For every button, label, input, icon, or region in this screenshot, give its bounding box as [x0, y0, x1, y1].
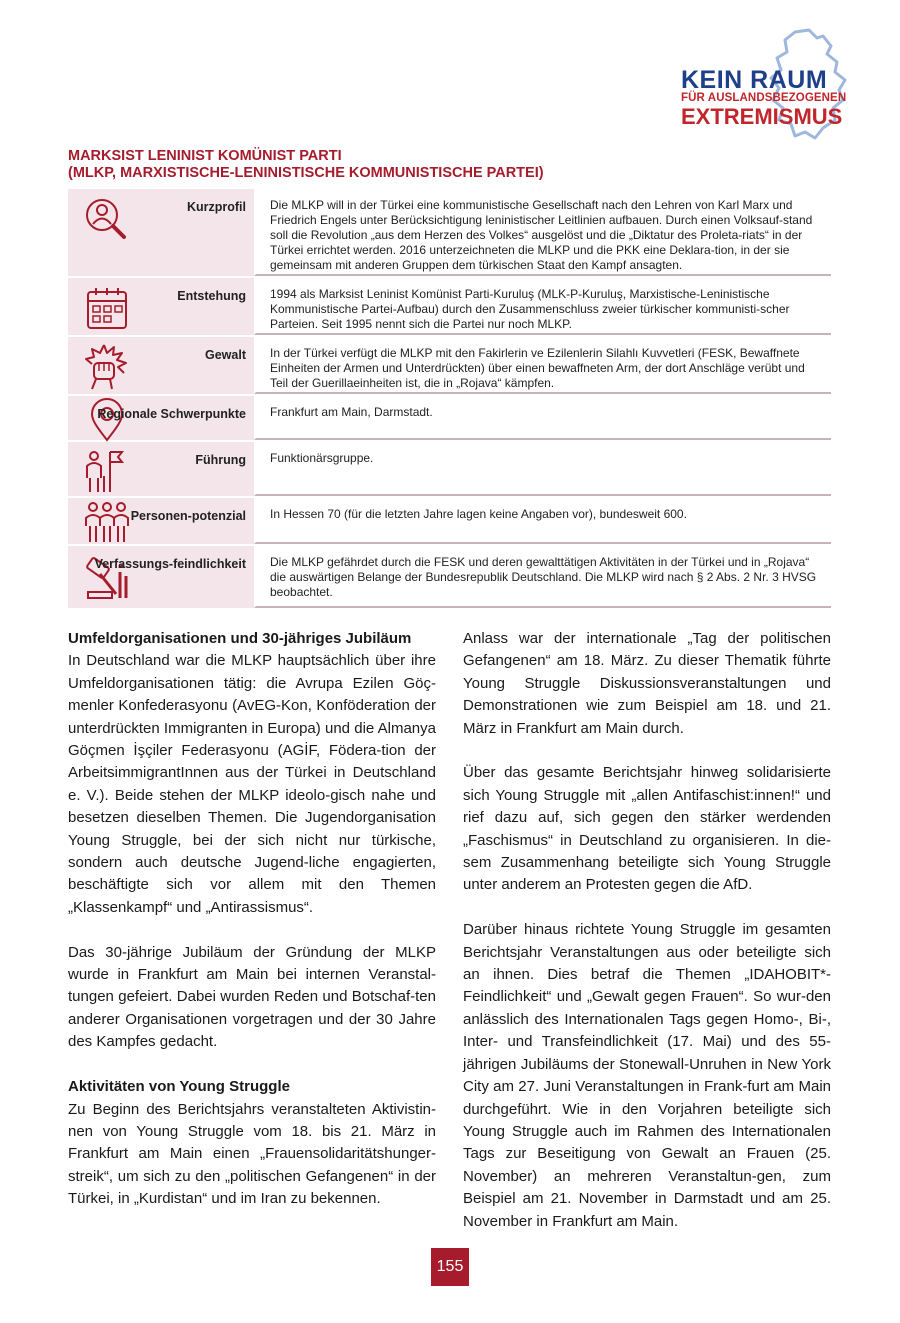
paragraph: Darüber hinaus richtete Young Struggle im gesamten Berichtsjahr Veranstaltungen aus oder beteiligte sich an ihnen. Dies betraf die Themen „IDAHOBIT*-Feindlichkeit“ und „Gewalt gegen Frauen“. So wur-den anlässlich des Internationalen Tags gegen Homo-, Bi-, Inter- und Transfeindlichkeit (17. Mai) und des 55-jährigen Jubiläums der Stonewall-Unruhen in New York City am 27. Juni Veranstaltungen in Frank-furt am Main durchgeführt. Wie in den Vorjahren beteiligte sich Young Struggle auch im Rahmen des Internationalen Tags zur Beseitigung von Gewalt an Frauen (25. November) an mehreren Veranstaltun-gen, zum Beispiel am 21. November in Darmstadt und am 25. November in Frankfurt am Main.: [463, 921, 831, 1230]
profile-row-fuehrung: [68, 442, 831, 498]
profile-row-kurzprofil: [68, 189, 831, 278]
profile-label: Regionale Schwerpunkte: [97, 407, 246, 421]
profile-row-verfassungsfeindlichkeit: [68, 546, 831, 608]
profile-label: Führung: [195, 453, 246, 467]
profile-text: Die MLKP will in der Türkei eine kommunistische Gesellschaft nach den Lehren von Karl Marx und Friedrich Engels unter Berücksichtigung leninistischer Leitlinien aufbauen. Durch einen Volksauf-stand soll die Revolution „aus dem Herzen des Volkes“ ausgelöst und die „Diktatur des Proleta-riats“ in der Türkei errichtet werden. 2016 unterzeichneten die MLKP und die PKK eine Deklara-tion, in der sie gemeinsam mit anderen Gruppen dem türkischen Staat den Kampf ansagten.: [254, 189, 831, 276]
profile-text: Funktionärsgruppe.: [254, 442, 831, 496]
profile-table: [68, 189, 831, 608]
profile-row-gewalt: [68, 337, 831, 396]
section-heading: Aktivitäten von Young Struggle: [68, 1078, 290, 1096]
profile-text: In der Türkei verfügt die MLKP mit den Fakirlerin ve Ezilenlerin Silahlı Kuvvetleri (FESK, Bewaffnete Einheiten der Armen und Unterdrückten) über einen bewaffneten Arm, der dort Anschläge verübt und Teil der Guerillaeinheiten ist, die in „Rojava“ kämpfen.: [254, 337, 831, 394]
right-column: [463, 628, 831, 1233]
profile-label: Entstehung: [177, 289, 246, 303]
paragraph: Zu Beginn des Berichtsjahrs veranstalteten Aktivistin-nen von Young Struggle vom 18. bis 21. März in Frankfurt am Main einen „Frauensolidaritätshunger-streik“, um sich zu den „politischen Gefangenen“ in der Türkei, in „Kurdistan“ und im Iran zu bekennen.: [68, 1100, 436, 1208]
section-heading: Umfeldorganisationen und 30-jähriges Jubiläum: [68, 630, 412, 647]
title-line2: (MLKP, MARXISTISCHE-LENINISTISCHE KOMMUNISTISCHE PARTEI): [68, 165, 544, 181]
profile-row-personenpotenzial: [68, 498, 831, 546]
paragraph: Anlass war der internationale „Tag der politischen Gefangenen“ am 18. März. Zu dieser Thematik führte Young Struggle Diskussionsveranstaltungen und Demonstrationen wie zum Beispiel am 18. und 21. März in Frankfurt am Main durch.: [463, 630, 831, 737]
profile-label: Verfassungs-feindlichkeit: [94, 557, 246, 571]
logo-line1: KEIN RAUM: [681, 66, 828, 94]
paragraph: In Deutschland war die MLKP hauptsächlich über ihre Umfeldorganisationen tätig: die Avrupa Ezilen Göç-menler Konfederasyonu (AvEG-Kon, Konföderation der unterdrückten Immigranten in Europa) und die Almanya Göçmen İşçiler Federasyonu (AGİF, Födera-tion der ArbeitsimmigrantInnen aus der Türkei in Deutschland e. V.). Beide stehen der MLKP ideolo-gisch nahe und besetzen dieselben Themen. Die Jugendorganisation Young Struggle, bei der sich nicht nur türkische, sondern auch deutsche Jugend-liche engagierten, beschäftigte sich vor allem mit den Themen „Klassenkampf“ und „Antirassismus“.: [68, 652, 436, 916]
paragraph: Über das gesamte Berichtsjahr hinweg solidarisierte sich Young Struggle mit „allen Antifaschist:innen!“ und rief dazu auf, sich gegen den stärker werdenden „Faschismus“ in Deutschland zu organisieren. In die-sem Zusammenhang beteiligte sich Young Struggle unter anderem an Protesten gegen die AfD.: [463, 764, 831, 894]
profile-text: Die MLKP gefährdet durch die FESK und deren gewalttätigen Aktivitäten in der Türkei und in „Rojava“ die auswärtigen Belange der Bundesrepublik Deutschland. Die MLKP wird nach § 2 Abs. 2 Nr. 3 HVSG beobachtet.: [254, 546, 831, 608]
magnifier-person-icon: [82, 195, 132, 245]
paragraph: Das 30-jährige Jubiläum der Gründung der MLKP wurde in Frankfurt am Main bei internen Veranstal-tungen gefeiert. Dabei wurden Reden und Botschaf-ten anderer Organisationen vorgetragen und der 30 Jahre des Kampfes gedacht.: [68, 943, 436, 1051]
page-number: 155: [431, 1248, 469, 1286]
people-group-icon: [82, 500, 132, 544]
title-line1: MARKSIST LENINIST KOMÜNIST PARTI: [68, 148, 342, 164]
profile-row-regionale-schwerpunkte: [68, 396, 831, 442]
fist-explosion-icon: [82, 343, 132, 393]
profile-text: 1994 als Marksist Leninist Komünist Parti-Kuruluş (MLK-P-Kuruluş, Marxistische-Leninistische Kommunistische Partei-Aufbau) durch den Zusammenschluss zweier türkischer kommunisti-scher Parteien. Seit 1995 nennt sich die Partei nur noch MLKP.: [254, 278, 831, 335]
logo-line2: FÜR AUSLANDSBEZOGENEN: [681, 92, 847, 104]
profile-row-entstehung: [68, 278, 831, 337]
calendar-icon: [82, 284, 132, 334]
profile-text: In Hessen 70 (für die letzten Jahre lagen keine Angaben vor), bundesweit 600.: [254, 498, 831, 544]
leader-flag-icon: [82, 448, 132, 498]
profile-label: Personen-potenzial: [130, 509, 246, 523]
profile-label: Kurzprofil: [186, 200, 246, 214]
left-column: [68, 628, 436, 1211]
logo-line3: EXTREMISMUS: [681, 104, 843, 129]
profile-text: Frankfurt am Main, Darmstadt.: [254, 396, 831, 440]
logo: [675, 26, 875, 141]
profile-label: Gewalt: [205, 348, 246, 362]
page-title: [68, 148, 768, 182]
